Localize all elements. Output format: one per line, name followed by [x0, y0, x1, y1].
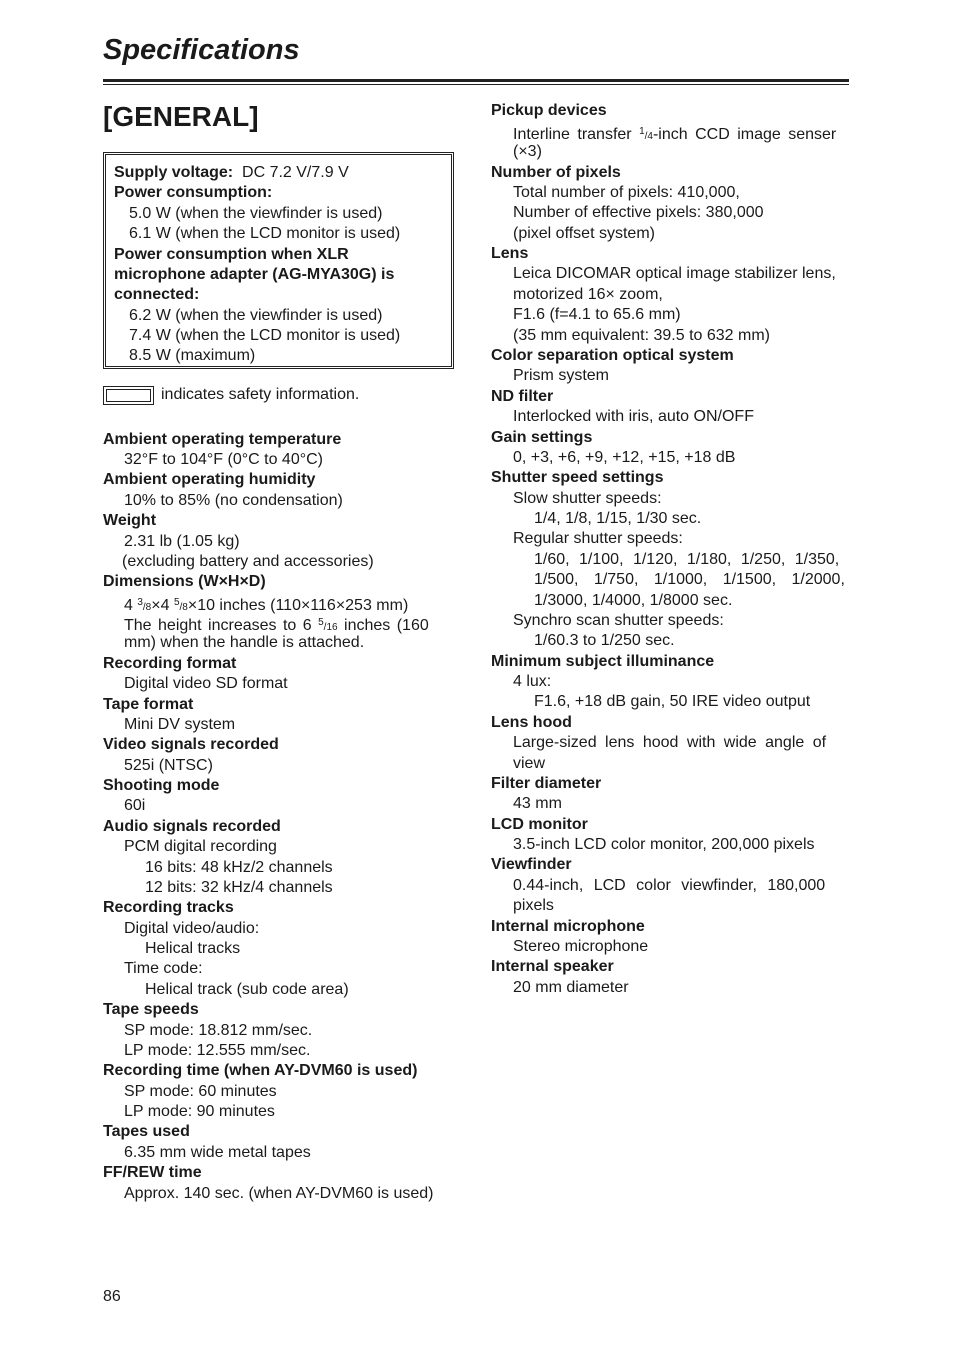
shutter-sync-value: 1/60.3 to 1/250 sec.: [534, 632, 675, 649]
title-rule-thin: [103, 84, 849, 85]
video-signals-label: Video signals recorded: [103, 736, 279, 753]
humidity-label: Ambient operating humidity: [103, 471, 316, 488]
shutter-slow-label: Slow shutter speeds:: [513, 490, 662, 507]
temp-label: Ambient operating temperature: [103, 431, 342, 448]
recording-time-sp: SP mode: 60 minutes: [124, 1083, 277, 1100]
safety-note: indicates safety information.: [161, 386, 360, 403]
min-illuminance-value: 4 lux:: [513, 673, 552, 690]
xlr-label-3: connected:: [114, 286, 200, 303]
color-separation-label: Color separation optical system: [491, 347, 734, 364]
temp-value: 32°F to 104°F (0°C to 40°C): [124, 451, 324, 468]
power-consumption-label: Power consumption:: [114, 184, 273, 201]
dim-a-num: 3: [137, 597, 143, 608]
dim-note-den: /16: [323, 622, 338, 633]
ffrew-label: FF/REW time: [103, 1164, 202, 1181]
pickup-value: [513, 122, 836, 147]
lens-hood-label: Lens hood: [491, 714, 572, 731]
audio-12bit: 12 bits: 32 kHz/4 channels: [145, 879, 333, 896]
dim-c: ×10 inches (110×116×253 mm): [187, 597, 409, 614]
min-illuminance-note: F1.6, +18 dB gain, 50 IRE video output: [534, 693, 811, 710]
lens-line-1: Leica DICOMAR optical image stabilizer lens,: [513, 265, 836, 282]
lens-line-3: F1.6 (f=4.1 to 65.6 mm): [513, 306, 681, 323]
tracks-helical: Helical tracks: [145, 940, 241, 957]
video-signals-value: 525i (NTSC): [124, 757, 213, 774]
tape-speed-lp: LP mode: 12.555 mm/sec.: [124, 1042, 311, 1059]
dim-b-den: /8: [179, 602, 188, 613]
tape-speed-sp: SP mode: 18.812 mm/sec.: [124, 1022, 313, 1039]
xlr-max: 8.5 W (maximum): [129, 347, 256, 364]
supply-voltage-value: DC 7.2 V/7.9 V: [242, 164, 349, 181]
power-consumption-vf: 5.0 W (when the viewfinder is used): [129, 205, 383, 222]
lcd-monitor-label: LCD monitor: [491, 816, 588, 833]
tapes-used-label: Tapes used: [103, 1123, 190, 1140]
pickup-label: Pickup devices: [491, 102, 607, 119]
viewfinder-label: Viewfinder: [491, 856, 572, 873]
supply-voltage-label: Supply voltage:: [114, 164, 234, 181]
pixels-note: (pixel offset system): [513, 225, 655, 242]
internal-mic-label: Internal microphone: [491, 918, 645, 935]
xlr-lcd: 7.4 W (when the LCD monitor is used): [129, 327, 401, 344]
shutter-slow-value: 1/4, 1/8, 1/15, 1/30 sec.: [534, 510, 702, 527]
viewfinder-2: pixels: [513, 897, 554, 914]
tape-format-value: Mini DV system: [124, 716, 236, 733]
gain-label: Gain settings: [491, 429, 593, 446]
internal-mic-value: Stereo microphone: [513, 938, 649, 955]
nd-filter-label: ND filter: [491, 388, 554, 405]
min-illuminance-label: Minimum subject illuminance: [491, 653, 715, 670]
lens-label: Lens: [491, 245, 529, 262]
nd-filter-value: Interlocked with iris, auto ON/OFF: [513, 408, 754, 425]
dim-b: ×4: [151, 597, 174, 614]
internal-speaker-label: Internal speaker: [491, 958, 614, 975]
shutter-regular-3: 1/3000, 1/4000, 1/8000 sec.: [534, 592, 733, 609]
recording-tracks-label: Recording tracks: [103, 899, 234, 916]
tracks-subcode: Helical track (sub code area): [145, 981, 349, 998]
page-title: Specifications: [103, 34, 300, 66]
xlr-label-2: microphone adapter (AG-MYA30G) is: [114, 266, 395, 283]
audio-signals-value: PCM digital recording: [124, 838, 277, 855]
lens-hood-1: Large-sized lens hood with wide angle of: [513, 734, 827, 751]
weight-note: (excluding battery and accessories): [122, 553, 374, 570]
filter-diameter-label: Filter diameter: [491, 775, 602, 792]
weight-label: Weight: [103, 512, 157, 529]
audio-16bit: 16 bits: 48 kHz/2 channels: [145, 859, 333, 876]
internal-speaker-value: 20 mm diameter: [513, 979, 629, 996]
dim-a-den: /8: [142, 602, 152, 613]
pixels-effective: Number of effective pixels: 380,000: [513, 204, 764, 221]
recording-format-value: Digital video SD format: [124, 675, 288, 692]
recording-time-label: Recording time (when AY-DVM60 is used): [103, 1062, 418, 1079]
dim-note-num: 5: [318, 617, 324, 628]
xlr-vf: 6.2 W (when the viewfinder is used): [129, 307, 383, 324]
supply-voltage-line: [114, 163, 349, 183]
gain-value: 0, +3, +6, +9, +12, +15, +18 dB: [513, 449, 736, 466]
dim-note-b: inches (160: [337, 617, 429, 634]
tracks-timecode: Time code:: [124, 960, 203, 977]
title-rule: [103, 79, 849, 82]
tape-format-label: Tape format: [103, 696, 194, 713]
page-number: 86: [103, 1288, 121, 1305]
safety-indicator-box: [103, 386, 154, 405]
dim-a: 4: [124, 597, 138, 614]
humidity-value: 10% to 85% (no condensation): [124, 492, 343, 509]
recording-time-lp: LP mode: 90 minutes: [124, 1103, 275, 1120]
shooting-mode-value: 60i: [124, 797, 146, 814]
pixels-label: Number of pixels: [491, 164, 621, 181]
shutter-regular-1: 1/60, 1/100, 1/120, 1/180, 1/250, 1/350,: [534, 551, 840, 568]
viewfinder-1: 0.44-inch, LCD color viewfinder, 180,000: [513, 877, 826, 894]
lens-line-2: motorized 16× zoom,: [513, 286, 663, 303]
tapes-used-value: 6.35 mm wide metal tapes: [124, 1144, 311, 1161]
shutter-label: Shutter speed settings: [491, 469, 664, 486]
shutter-regular-2: 1/500, 1/750, 1/1000, 1/1500, 1/2000,: [534, 571, 845, 588]
tape-speeds-label: Tape speeds: [103, 1001, 199, 1018]
ffrew-value: Approx. 140 sec. (when AY-DVM60 is used): [124, 1185, 434, 1202]
filter-diameter-value: 43 mm: [513, 795, 562, 812]
tracks-digital: Digital video/audio:: [124, 920, 260, 937]
pickup-count: (×3): [513, 143, 542, 160]
shutter-regular-label: Regular shutter speeds:: [513, 530, 683, 547]
color-separation-value: Prism system: [513, 367, 609, 384]
dimensions-label: Dimensions (W×H×D): [103, 573, 266, 590]
shutter-sync-label: Synchro scan shutter speeds:: [513, 612, 724, 629]
pixels-total: Total number of pixels: 410,000,: [513, 184, 740, 201]
recording-format-label: Recording format: [103, 655, 237, 672]
audio-signals-label: Audio signals recorded: [103, 818, 281, 835]
dim-note-a: The height increases to 6: [124, 617, 319, 634]
lens-hood-2: view: [513, 755, 546, 772]
weight-value: 2.31 lb (1.05 kg): [124, 533, 240, 550]
pickup-den: /4: [644, 131, 653, 142]
power-consumption-lcd: 6.1 W (when the LCD monitor is used): [129, 225, 401, 242]
lcd-monitor-value: 3.5-inch LCD color monitor, 200,000 pixels: [513, 836, 815, 853]
pickup-num: 1: [639, 126, 645, 137]
shooting-mode-label: Shooting mode: [103, 777, 220, 794]
lens-line-4: (35 mm equivalent: 39.5 to 632 mm): [513, 327, 771, 344]
dimensions-note-2: mm) when the handle is attached.: [124, 634, 365, 651]
dim-b-num: 5: [173, 597, 180, 608]
xlr-label-1: Power consumption when XLR: [114, 246, 349, 263]
section-title: [GENERAL]: [103, 101, 259, 132]
pickup-a: Interline transfer: [513, 126, 640, 143]
pickup-b: -inch CCD image senser: [652, 126, 837, 143]
